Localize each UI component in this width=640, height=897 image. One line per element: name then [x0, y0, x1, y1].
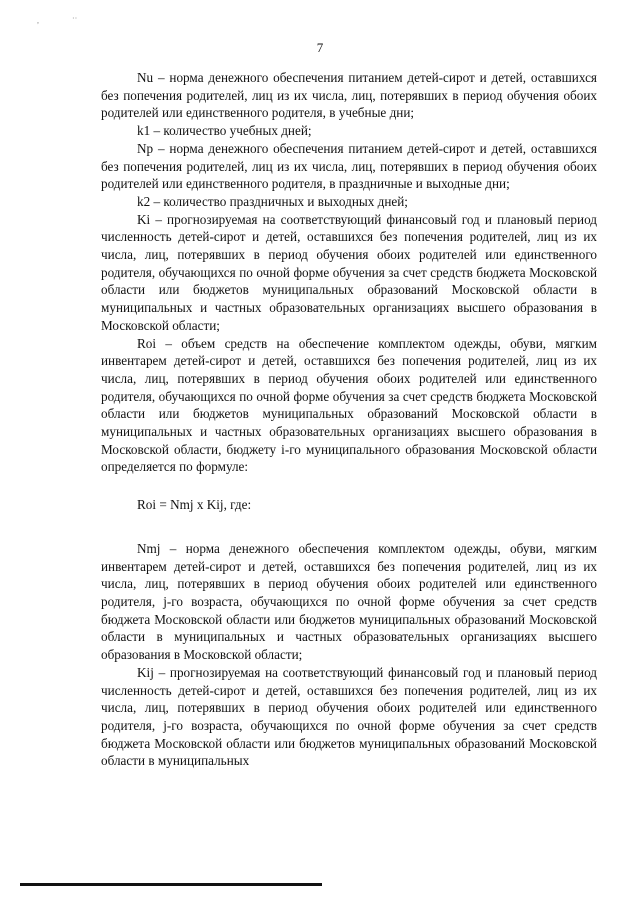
paragraph-nmj: Nmj – норма денежного обеспечения комплектом одежды, обуви, мягким инвентарем детей-сирот и детей, оставшихся без попечения родителей, лиц из их числа, лиц, потерявших в период обучения обоих родителей или единственного родителя, j-го возраста, обучающихся по очной форме обучения за счет средств бюджета Московской области или бюджетов муниципальных образований Московской области в муниципальных и частных образовательных организациях высшего образования в Московской области; — [101, 540, 597, 663]
paragraph-np: Np – норма денежного обеспечения питанием детей-сирот и детей, оставшихся без попечения родителей, лиц из их числа, лиц, потерявших в период обучения обоих родителей или единственного родителя, в праздничные и выходные дни; — [101, 140, 597, 192]
formula-roi: Roi = Nmj x Kij, где: — [137, 497, 252, 513]
document-body — [101, 69, 597, 770]
scan-speck: , — [37, 16, 39, 25]
page-number: 7 — [316, 40, 324, 55]
scan-speck: ·· — [72, 14, 78, 23]
paragraph-k1: k1 – количество учебных дней; — [137, 123, 312, 139]
paragraph-roi: Roi – объем средств на обеспечение комплектом одежды, обуви, мягким инвентарем детей-сирот и детей, оставшихся без попечения родителей, лиц из их числа, лиц, потерявших в период обучения обоих родителей или единственного родителя, обучающихся по очной форме обучения за счет средств бюджета Московской области или бюджетов муниципальных образований Московской области в муниципальных и частных образовательных организациях высшего образования в Московской области, бюджету i-го муниципального образования Московской области определяется по формуле: — [101, 335, 597, 475]
paragraph-nu: Nu – норма денежного обеспечения питанием детей-сирот и детей, оставшихся без попечения родителей, лиц из их числа, лиц, потерявших в период обучения обоих родителей или единственного родителя, в учебные дни; — [101, 70, 597, 121]
footer-rule — [20, 883, 322, 886]
paragraph-k2: k2 – количество праздничных и выходных дней; — [137, 193, 408, 209]
paragraph-kij: Kij – прогнозируемая на соответствующий финансовый год и плановый период численность детей-сирот и детей, оставшихся без попечения родителей, лиц из их числа, лиц, потерявших в период обучения обоих родителей или единственного родителя, j-го возраста, обучающихся по очной форме обучения за счет средств бюджета Московской области или бюджетов муниципальных образований Московской области в муниципальных — [101, 664, 597, 769]
paragraph-ki: Ki – прогнозируемая на соответствующий финансовый год и плановый период численность детей-сирот и детей, оставшихся без попечения родителей, лиц из их числа, лиц, потерявших в период обучения обоих родителей или единственного родителя, обучающихся по очной форме обучения за счет средств бюджета Московской области или бюджетов муниципальных образований Московской области в муниципальных и частных образовательных организациях высшего образования в Московской области; — [101, 211, 597, 333]
